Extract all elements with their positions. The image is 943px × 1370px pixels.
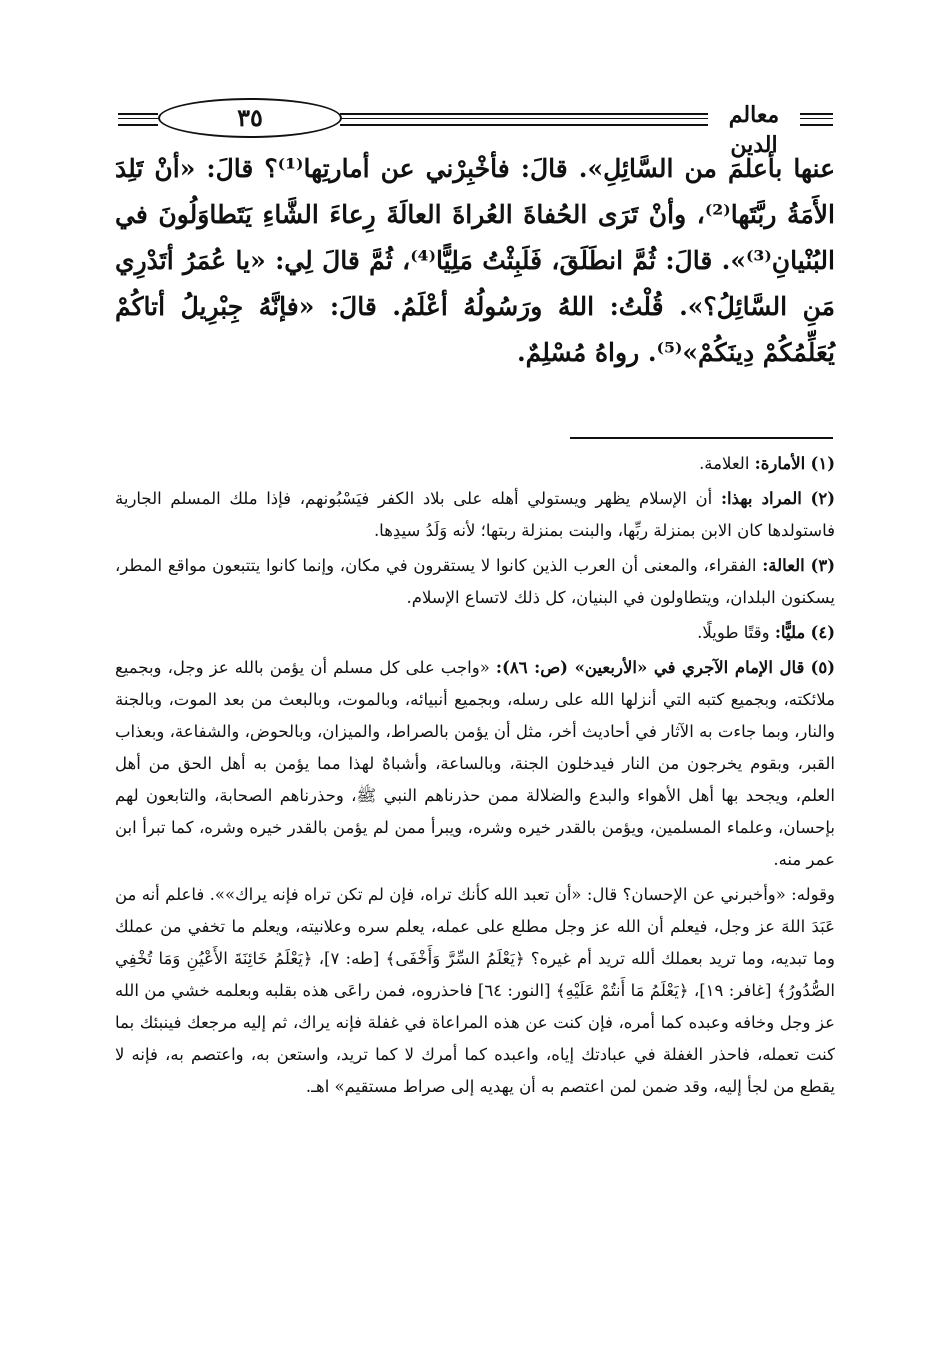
footnote-term: العالة: [762,556,805,575]
footnote-3 [115,550,835,614]
footnote-term: المراد بهذا: [720,489,802,508]
footnote-body: «واجب على كل مسلم أن يؤمن بالله عز وجل، وبجميع ملائكته، وبجميع كتبه التي أنزلها الله على رسله، وبجميع أنبيائه، وبالموت، وبالبعث من بعد الموت، وبالجنة والنار، وبما جاءت به الآثار في أحاديث أخر، مثل أن يؤمن بالصراط، والميزان، وبالحوض، والشفاعة، وبعذاب القبر، وبقوم يخرجون من النار فيدخلون الجنة، وبالساعة، وأشباهٌ لهذا مما يؤمن به أهل الحق من أهل العلم، ويجحد بها أهل الأهواء والبدع والضلالة ممن حذرناهم النبي ﷺ، وحذرناهم الصحابة، والتابعون لهم بإحسان، وعلماء المسلمين، ويؤمن بالقدر خيره وشره، ويبرأ ممن لم يؤمن بالقدر خيره وشره، كما تبرأ ابن عمر منه. [115,658,835,869]
page-number: ٣٥ [158,98,342,138]
footnote-number: (٢) [810,489,835,508]
footnote-body: الفقراء، والمعنى أن العرب الذين كانوا لا يستقرون في مكان، وإنما كانوا يتتبعون مواقع المطر، يسكنون البلدان، ويتطاولون في البنيان، كل ذلك لاتساع الإسلام. [115,556,835,607]
footnote-number: (٤) [810,623,835,642]
footnote-term: مليًّا: [774,623,806,642]
book-title: معالم الدين [728,102,780,158]
footnote-number: (٣) [810,556,836,575]
footnote-body: وقتًا طويلًا. [697,623,770,642]
footnote-5-continuation: وقوله: «وأخبرني عن الإحسان؟ قال: «أن تعبد الله كأنك تراه، فإن لم تكن تراه فإنه يراك»». فاعلم أنه من عَبَدَ اللهَ عز وجل، فيعلم أن الله عز وجل مطلع على عمله، يعلم سره وعلانيته، ويعلم ما تخفي من عملك وما تبديه، وما تريد بعملك ألله تريد أم غيره؟ ﴿يَعْلَمُ السِّرَّ وَأَخْفَى﴾ [طه: ٧]، ﴿يَعْلَمُ خَائِنَةَ الأَعْيُنِ وَمَا تُخْفِي الصُّدُورُ﴾ [غافر: ١٩]، ﴿يَعْلَمُ مَا أَنتُمْ عَلَيْهِ﴾ [النور: ٦٤] فاحذروه، فمن راعَى هذه بقلبه وبعلمه خشي من الله عز وجل وخافه وعبده كما أمره، فإن كنت عن هذه المراعاة في غفلة فإنه يراك، ثم إليه مرجعك فينبئك بما كنت تعمله، فاحذر الغفلة في عبادتك إياه، واعبده كما أمرك لا كما تريد، واستعن به، واعتصم به، فإنه لا يقطع من لجأ إليه، وقد ضمن لمن اعتصم به أن يهديه إلى صراط مستقيم» اهـ. [115,885,836,1096]
footnote-body: أن الإسلام يظهر ويستولي أهله على بلاد الكفر فيَسْبُونهم، فإذا ملك المسلم الجارية فاستولدها كان الابن بمنزلة ربِّها، والبنت بمنزلة ربتها؛ لأنه وَلَدُ سيدِها. [115,489,835,540]
header-rule-right [800,113,833,126]
footnote-separator [570,437,833,439]
footnote-1 [115,448,835,480]
footnote-term: الأمارة: [754,454,806,473]
footnote-5 [115,652,835,876]
footnotes [115,448,835,1103]
footnote-term: قال الإمام الآجري في «الأربعين» (ص: ٨٦): [495,658,805,677]
footnote-number: (١) [810,454,835,473]
header-rule-middle [340,113,708,126]
footnote-2 [115,483,835,547]
footnote-number: (٥) [810,658,836,677]
page-header [118,96,833,158]
footnote-body: العلامة. [699,454,750,473]
footnote-4 [115,617,835,649]
hadith-text: عنها بأعلمَ من السَّائِلِ». قالَ: فأخْبِرْني عن أمارتِها⁽¹⁾؟ قالَ: «أنْ تَلِدَ الأَمَةُ ربَّتَها⁽²⁾، وأنْ تَرَى الحُفاةَ العُراةَ العالَةَ رِعاءَ الشَّاءِ يَتَطاوَلُونَ في البُنْيانِ⁽³⁾». قالَ: ثُمَّ انطَلَقَ، فَلَبِثْتُ مَلِيًّا⁽⁴⁾، ثُمَّ قالَ لِي: «يا عُمَرُ أتَدْرِي مَنِ السَّائِلُ؟». قُلْتُ: اللهُ ورَسُولُهُ أعْلَمُ. قالَ: «فإنَّهُ جِبْرِيلُ أتاكُمْ يُعَلِّمُكُمْ دِينَكُمْ»⁽⁵⁾. رواهُ مُسْلِمٌ. [115,154,835,367]
header-rule-left [118,113,158,126]
